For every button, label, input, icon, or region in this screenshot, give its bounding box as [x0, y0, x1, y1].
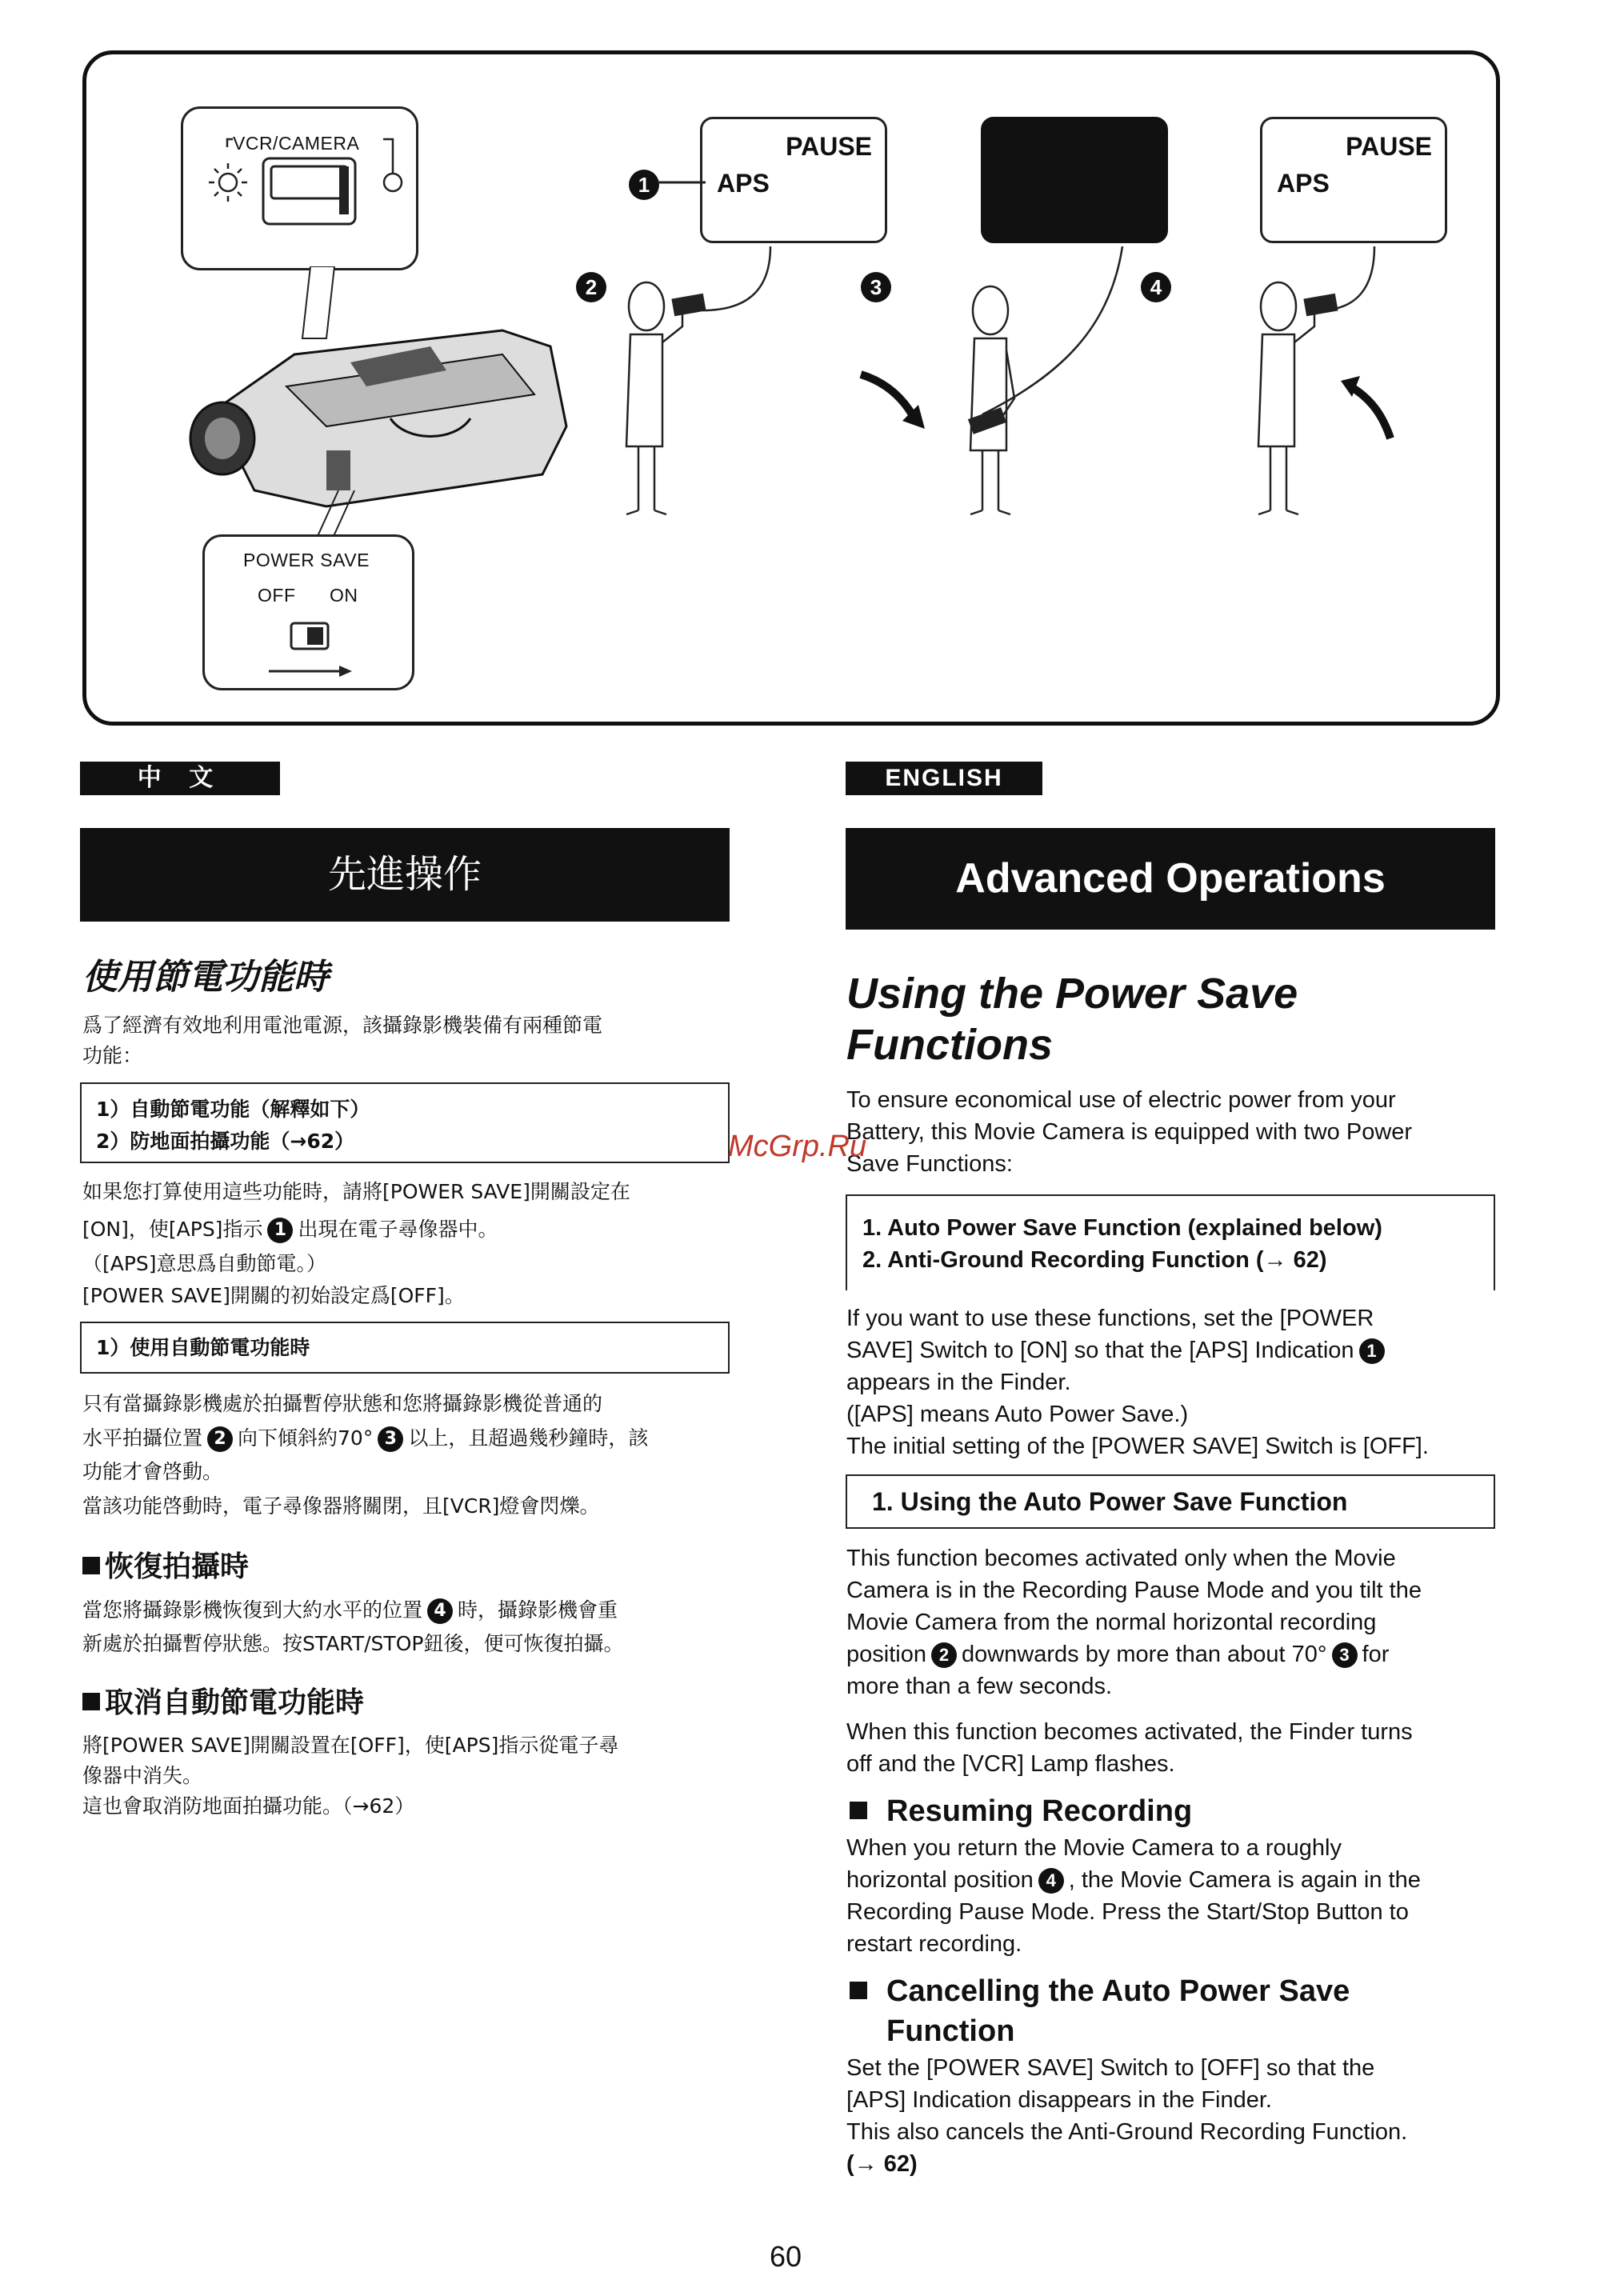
- en-resume-line2: [846, 1864, 1502, 1896]
- zh-cancel-line1: 將[POWER SAVE]開關設置在[OFF]，使[APS]指示從電子尋: [82, 1734, 619, 1757]
- en-resume-heading-text: Resuming Recording: [886, 1794, 1193, 1828]
- en-cancel-heading-line1: Cancelling the Auto Power Save: [886, 1974, 1350, 2008]
- zh-para2-line4: 當該功能啓動時，電子尋像器將關閉，且[VCR]燈會閃爍。: [82, 1494, 600, 1518]
- zh-para1-line2: [82, 1214, 746, 1246]
- en-resume-line1: When you return the Movie Camera to a roughly: [846, 1835, 1342, 1861]
- zh-para2-line2: [82, 1422, 746, 1454]
- finder-pause-aps-1: [700, 117, 887, 243]
- page-number: 60: [770, 2240, 802, 2273]
- zh-resume-line2: 新處於拍攝暫停狀態。按START/STOP鈕後，便可恢復拍攝。: [82, 1632, 624, 1655]
- en-cancel-line1: Set the [POWER SAVE] Switch to [OFF] so that the: [846, 2055, 1375, 2081]
- num-3-marker: 3: [861, 272, 891, 302]
- vcr-camera-label: VCR/CAMERA: [233, 133, 360, 154]
- square-bullet-icon: [850, 1982, 867, 1999]
- zh-para2-line3: 功能才會啓動。: [82, 1460, 223, 1483]
- zh-intro-line1: 爲了經濟有效地利用電池電源，該攝錄影機裝備有兩種節電: [82, 1014, 603, 1037]
- zh-resume-heading: [82, 1544, 249, 1585]
- en-para1-line3: appears in the Finder.: [846, 1370, 1071, 1395]
- en-resume-line4: restart recording.: [846, 1931, 1022, 1957]
- en-para2-line4: [846, 1638, 1502, 1670]
- figures-illustration: [582, 238, 1470, 526]
- chinese-title-bar: [80, 828, 730, 922]
- zh-resume-line1b: 時，攝錄影機會重: [458, 1598, 618, 1622]
- finder-pause-aps-2: [1260, 117, 1447, 243]
- en-cancel-line4: (→ 62): [846, 2151, 918, 2177]
- zh-para1-line2a: [ON]，使[APS]指示: [82, 1218, 263, 1241]
- zh-cancel-heading: [82, 1680, 364, 1721]
- off-label: OFF: [258, 585, 296, 606]
- en-para1-line2: [846, 1334, 1502, 1366]
- zh-para1-line1: 如果您打算使用這些功能時，請將[POWER SAVE]開關設定在: [82, 1180, 630, 1203]
- en-para2-line5: more than a few seconds.: [846, 1674, 1113, 1699]
- zh-para2-line2a: 水平拍攝位置: [82, 1426, 203, 1450]
- english-title-bar: [846, 828, 1495, 930]
- num-3-inline: 3: [378, 1426, 403, 1452]
- pointer-line: [658, 178, 706, 186]
- en-cancel-heading: [850, 1972, 1350, 2010]
- en-para2-line3: Movie Camera from the normal horizontal recording: [846, 1610, 1377, 1635]
- power-save-label: POWER SAVE: [243, 550, 370, 570]
- en-list-item-2: 2. Anti-Ground Recording Function (→ 62): [862, 1247, 1327, 1273]
- num-1-marker: 1: [629, 170, 659, 200]
- english-heading-line1: Using the Power Save: [846, 970, 1298, 1018]
- chinese-heading: 使用節電功能時: [82, 957, 329, 998]
- en-intro-line2: Battery, this Movie Camera is equipped with two Power: [846, 1119, 1413, 1145]
- english-tag: ENGLISH: [846, 762, 1042, 795]
- zh-resume-line1: [82, 1594, 746, 1626]
- num-4-marker: 4: [1141, 272, 1171, 302]
- zh-para1-line2b: 出現在電子尋像器中。: [298, 1218, 498, 1241]
- watermark: McGrp.Ru: [728, 1130, 867, 1163]
- en-cancel-heading-line2: Function: [886, 2014, 1015, 2048]
- en-para1-line1: If you want to use these functions, set the [POWER: [846, 1306, 1374, 1331]
- num-2-inline: 2: [931, 1642, 957, 1668]
- zh-resume-heading-text: 恢復拍攝時: [105, 1550, 250, 1583]
- power-save-switch-icon: [205, 537, 417, 693]
- en-resume-line2a: horizontal position: [846, 1867, 1034, 1893]
- zh-cancel-line2: 像器中消失。: [82, 1764, 203, 1787]
- en-para2-line4a: position: [846, 1642, 926, 1667]
- en-para2-line1: This function becomes activated only when the Movie: [846, 1546, 1396, 1571]
- en-para1-line2-text: SAVE] Switch to [ON] so that the [APS] Indication: [846, 1338, 1354, 1363]
- en-para2-line4b: downwards by more than about 70°: [961, 1642, 1327, 1667]
- english-title: Advanced Operations: [955, 855, 1386, 902]
- finder-pause-text: PAUSE: [1346, 132, 1432, 161]
- zh-subsection-title: 1）使用自動節電功能時: [96, 1336, 310, 1359]
- finder-off-black: [981, 117, 1168, 243]
- diagram-frame: [82, 50, 1500, 726]
- num-3-inline: 3: [1332, 1642, 1358, 1668]
- finder-aps-text: APS: [717, 169, 770, 198]
- en-resume-heading: [850, 1792, 1192, 1830]
- en-para2-line4c: for: [1362, 1642, 1390, 1667]
- en-para3-line1: When this function becomes activated, the Finder turns: [846, 1719, 1413, 1745]
- num-4-inline: 4: [1038, 1868, 1064, 1894]
- square-bullet-icon: [82, 1557, 100, 1574]
- zh-resume-line1a: 當您將攝錄影機恢復到大約水平的位置: [82, 1598, 423, 1622]
- en-intro-line3: Save Functions:: [846, 1151, 1013, 1177]
- en-list-item-1: 1. Auto Power Save Function (explained below): [862, 1215, 1382, 1241]
- vcr-lamp-switch-icon: [183, 109, 421, 273]
- en-subsection-title: 1. Using the Auto Power Save Function: [872, 1487, 1348, 1516]
- square-bullet-icon: [82, 1693, 100, 1710]
- chinese-title: 先進操作: [327, 852, 482, 897]
- zh-list-item-1: 1）自動節電功能（解釋如下）: [96, 1098, 370, 1121]
- finder-pause-text: PAUSE: [786, 132, 872, 161]
- zh-para2-line2b: 向下傾斜約70°: [238, 1426, 374, 1450]
- zh-para1-line4: [POWER SAVE]開關的初始設定爲[OFF]。: [82, 1284, 465, 1307]
- num-1-inline: 1: [1359, 1338, 1385, 1364]
- zh-cancel-heading-text: 取消自動節電功能時: [105, 1686, 365, 1719]
- zh-cancel-line3: 這也會取消防地面拍攝功能。（→62）: [82, 1794, 415, 1818]
- power-save-callout: [202, 534, 414, 690]
- finder-aps-text: APS: [1277, 169, 1330, 198]
- en-para2-line2: Camera is in the Recording Pause Mode and you tilt the: [846, 1578, 1422, 1603]
- en-para3-line2: off and the [VCR] Lamp flashes.: [846, 1751, 1175, 1777]
- en-cancel-line3: This also cancels the Anti-Ground Recording Function.: [846, 2119, 1408, 2145]
- english-heading-line2: Functions: [846, 1021, 1053, 1069]
- en-intro-line1: To ensure economical use of electric power from your: [846, 1087, 1396, 1113]
- en-cancel-line2: [APS] Indication disappears in the Finder.: [846, 2087, 1272, 2113]
- num-2-marker: 2: [576, 272, 606, 302]
- num-4-inline: 4: [427, 1598, 453, 1624]
- en-para1-line4: ([APS] means Auto Power Save.): [846, 1402, 1189, 1427]
- zh-intro-line2: 功能：: [82, 1044, 143, 1067]
- zh-para1-line3: （[APS]意思爲自動節電。）: [82, 1252, 327, 1275]
- num-1-inline: 1: [267, 1218, 293, 1243]
- en-resume-line3: Recording Pause Mode. Press the Start/Stop Button to: [846, 1899, 1409, 1925]
- num-2-inline: 2: [207, 1426, 233, 1452]
- en-resume-line2b: , the Movie Camera is again in the: [1068, 1867, 1421, 1893]
- zh-list-item-2: 2）防地面拍攝功能（→62）: [96, 1130, 355, 1153]
- zh-para2-line1: 只有當攝錄影機處於拍攝暫停狀態和您將攝錄影機從普通的: [82, 1392, 603, 1415]
- en-para1-line5: The initial setting of the [POWER SAVE] Switch is [OFF].: [846, 1434, 1429, 1459]
- on-label: ON: [330, 585, 358, 606]
- chinese-tag: 中 文: [80, 762, 280, 795]
- vcr-camera-callout: [181, 106, 418, 270]
- square-bullet-icon: [850, 1802, 867, 1819]
- zh-para2-line2c: 以上，且超過幾秒鐘時，該: [408, 1426, 649, 1450]
